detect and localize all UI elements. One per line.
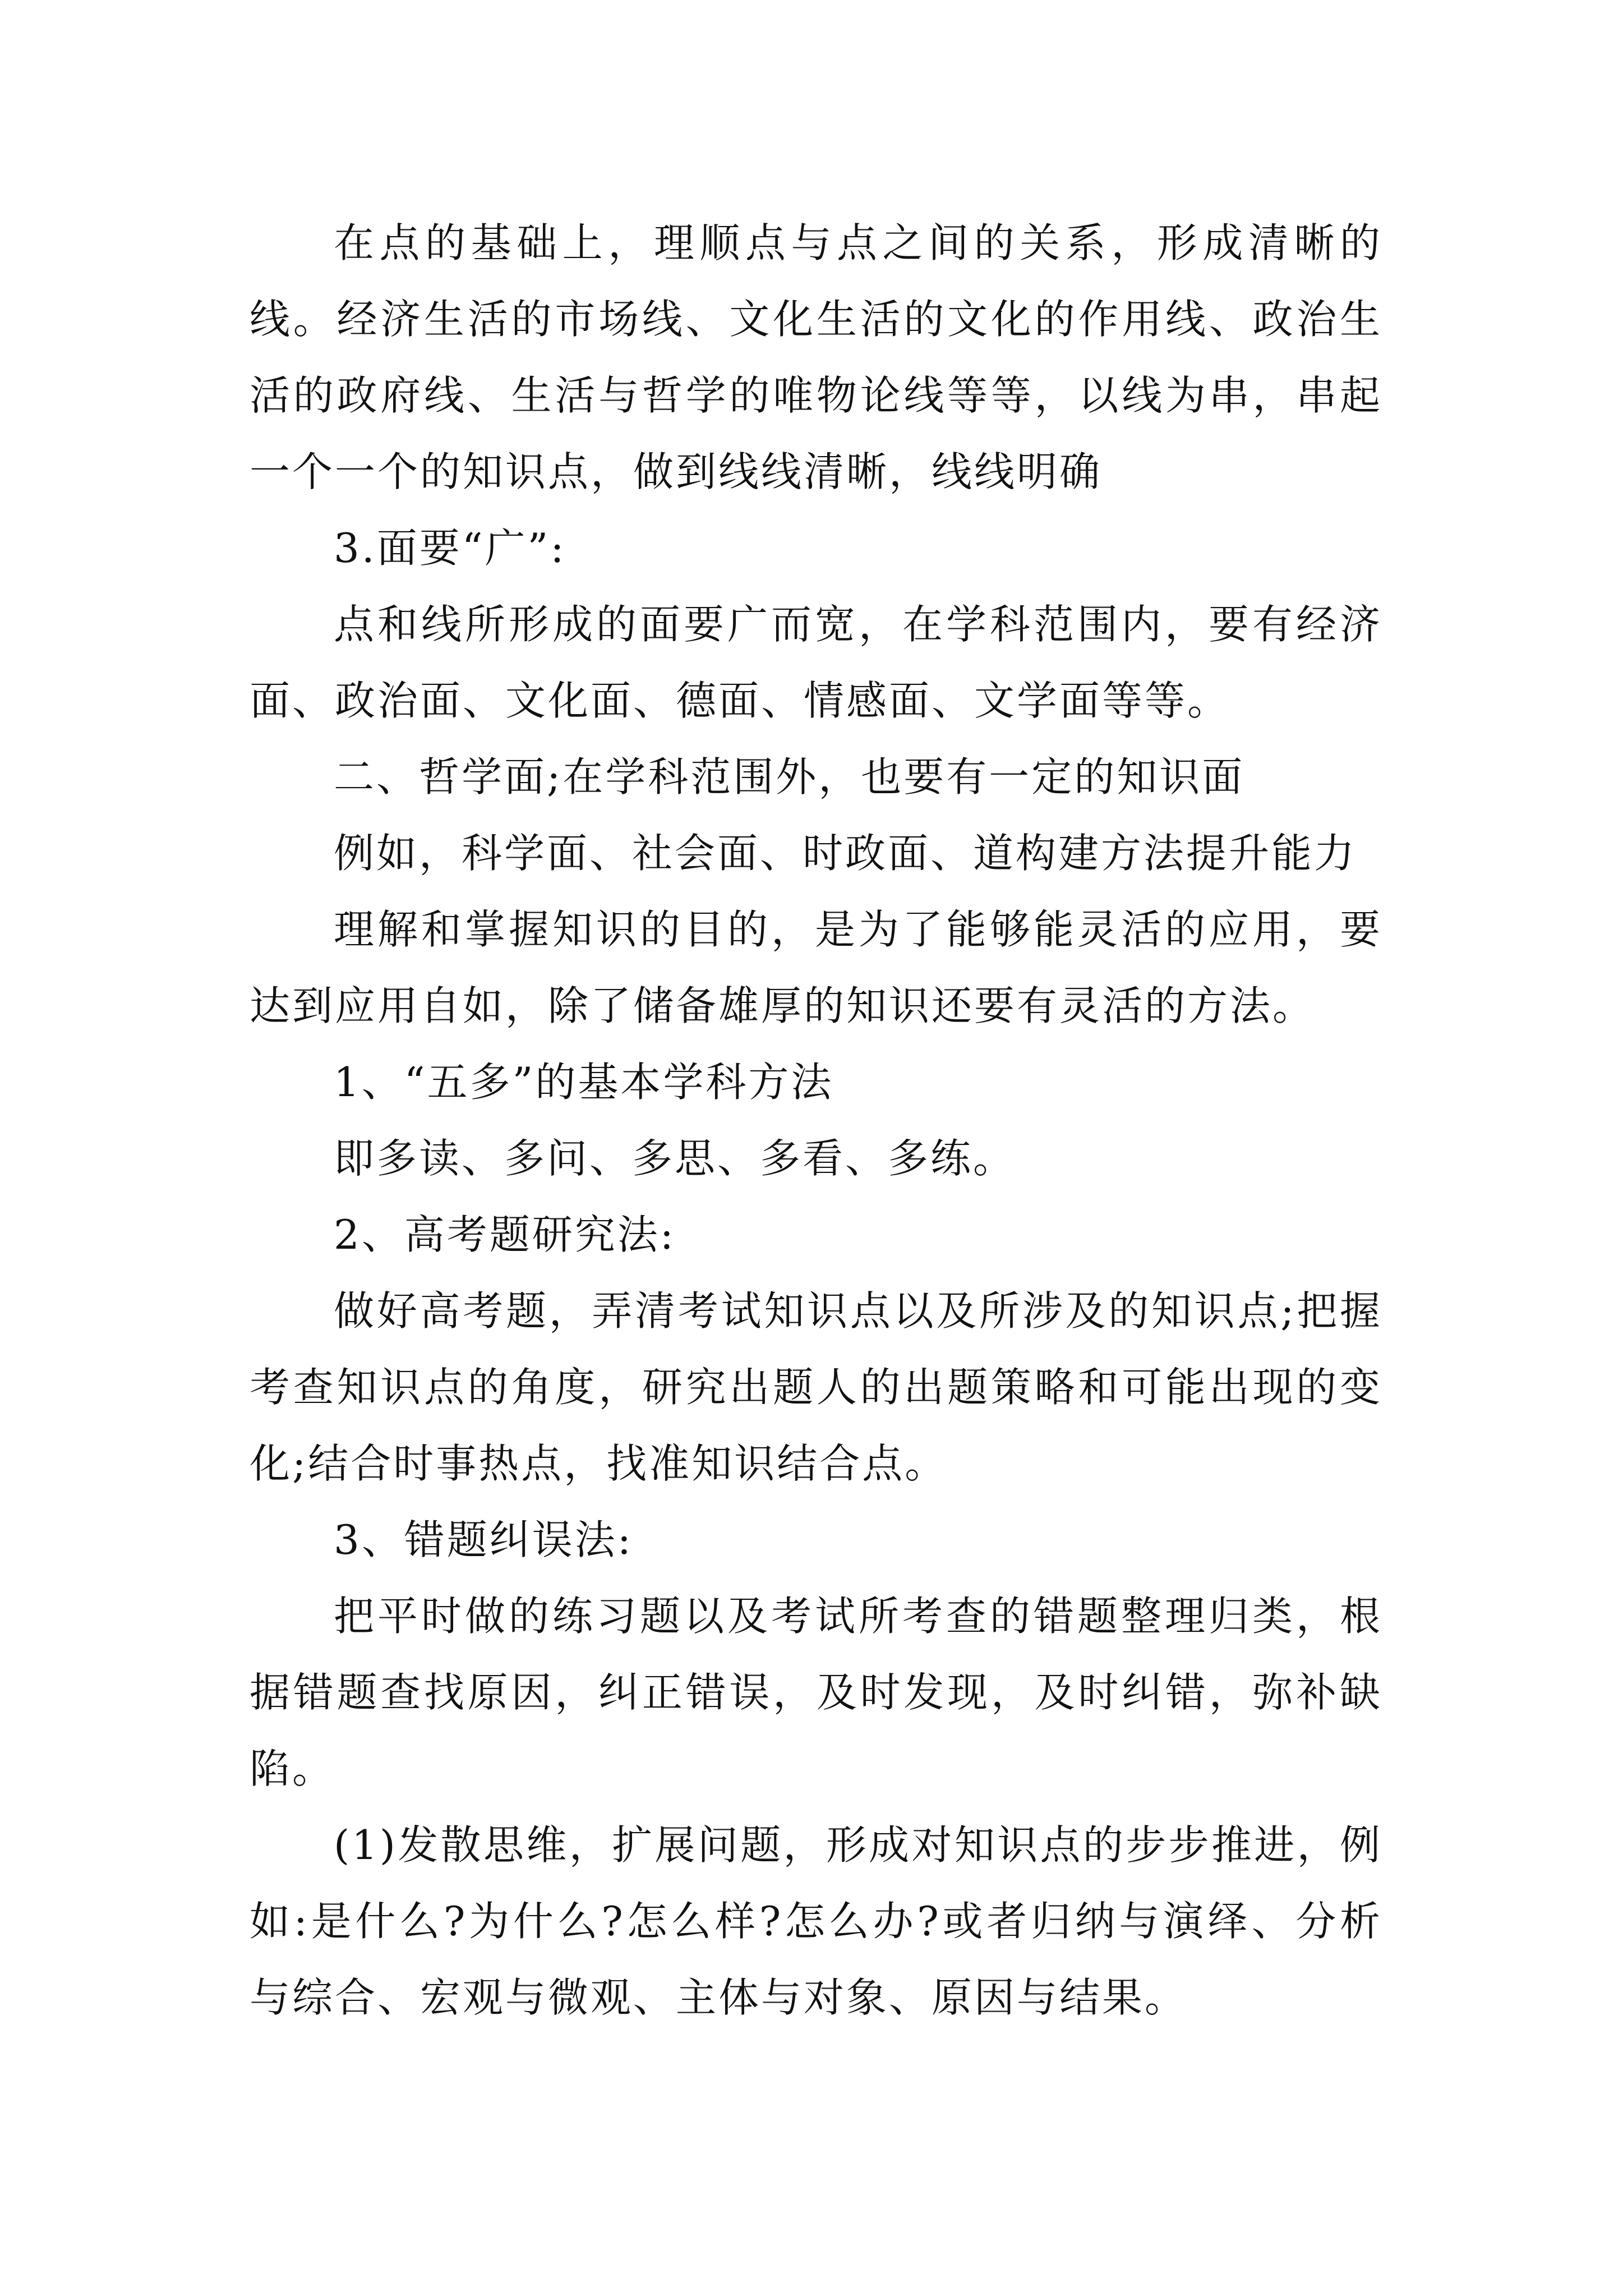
paragraph-lines: 在点的基础上，理顺点与点之间的关系，形成清晰的线。经济生活的市场线、文化生活的文化的作用线、政治生活的政府线、生活与哲学的唯物论线等等，以线为串，串起一个一个的知识点，做到线线清晰，线线明确 bbox=[250, 219, 1382, 495]
heading-exam-research: 2、高考题研究法: bbox=[334, 1211, 676, 1258]
heading-five-more: 1、“五多”的基本学科方法 bbox=[334, 1059, 834, 1106]
heading-surface-broad: 3.面要“广”: bbox=[334, 524, 566, 572]
heading-error-correction: 3、错题纠误法: bbox=[334, 1516, 634, 1563]
paragraph-exam-research: 做好高考题，弄清考试知识点以及所涉及的知识点;把握考查知识点的角度，研究出题人的出题策略和可能出现的变化;结合时事热点，找准知识结合点。 bbox=[250, 1287, 1382, 1487]
paragraph-divergent-thinking: (1)发散思维，扩展问题，形成对知识点的步步推进，例如:是什么?为什么?怎么样?怎么办?或者归纳与演绎、分析与综合、宏观与微观、主体与对象、原因与结果。 bbox=[250, 1821, 1382, 2021]
paragraph-understanding: 理解和掌握知识的目的，是为了能够能灵活的应用，要达到应用自如，除了储备雄厚的知识还要有灵活的方法。 bbox=[250, 906, 1382, 1029]
paragraph-error-correction: 把平时做的练习题以及考试所考查的错题整理归类，根据错题查找原因，纠正错误，及时发现，及时纠错，弥补缺陷。 bbox=[250, 1593, 1382, 1792]
paragraph-surface: 点和线所形成的面要广而宽，在学科范围内，要有经济面、政治面、文化面、德面、情感面、文学面等等。 bbox=[250, 601, 1382, 724]
heading-philosophy-surface: 二、哲学面;在学科范围外，也要有一定的知识面 bbox=[334, 753, 1245, 800]
paragraph-examples: 例如，科学面、社会面、时政面、道构建方法提升能力 bbox=[334, 830, 1357, 877]
document-body bbox=[250, 205, 1382, 2036]
paragraph-five-more: 即多读、多问、多思、多看、多练。 bbox=[334, 1135, 1016, 1182]
